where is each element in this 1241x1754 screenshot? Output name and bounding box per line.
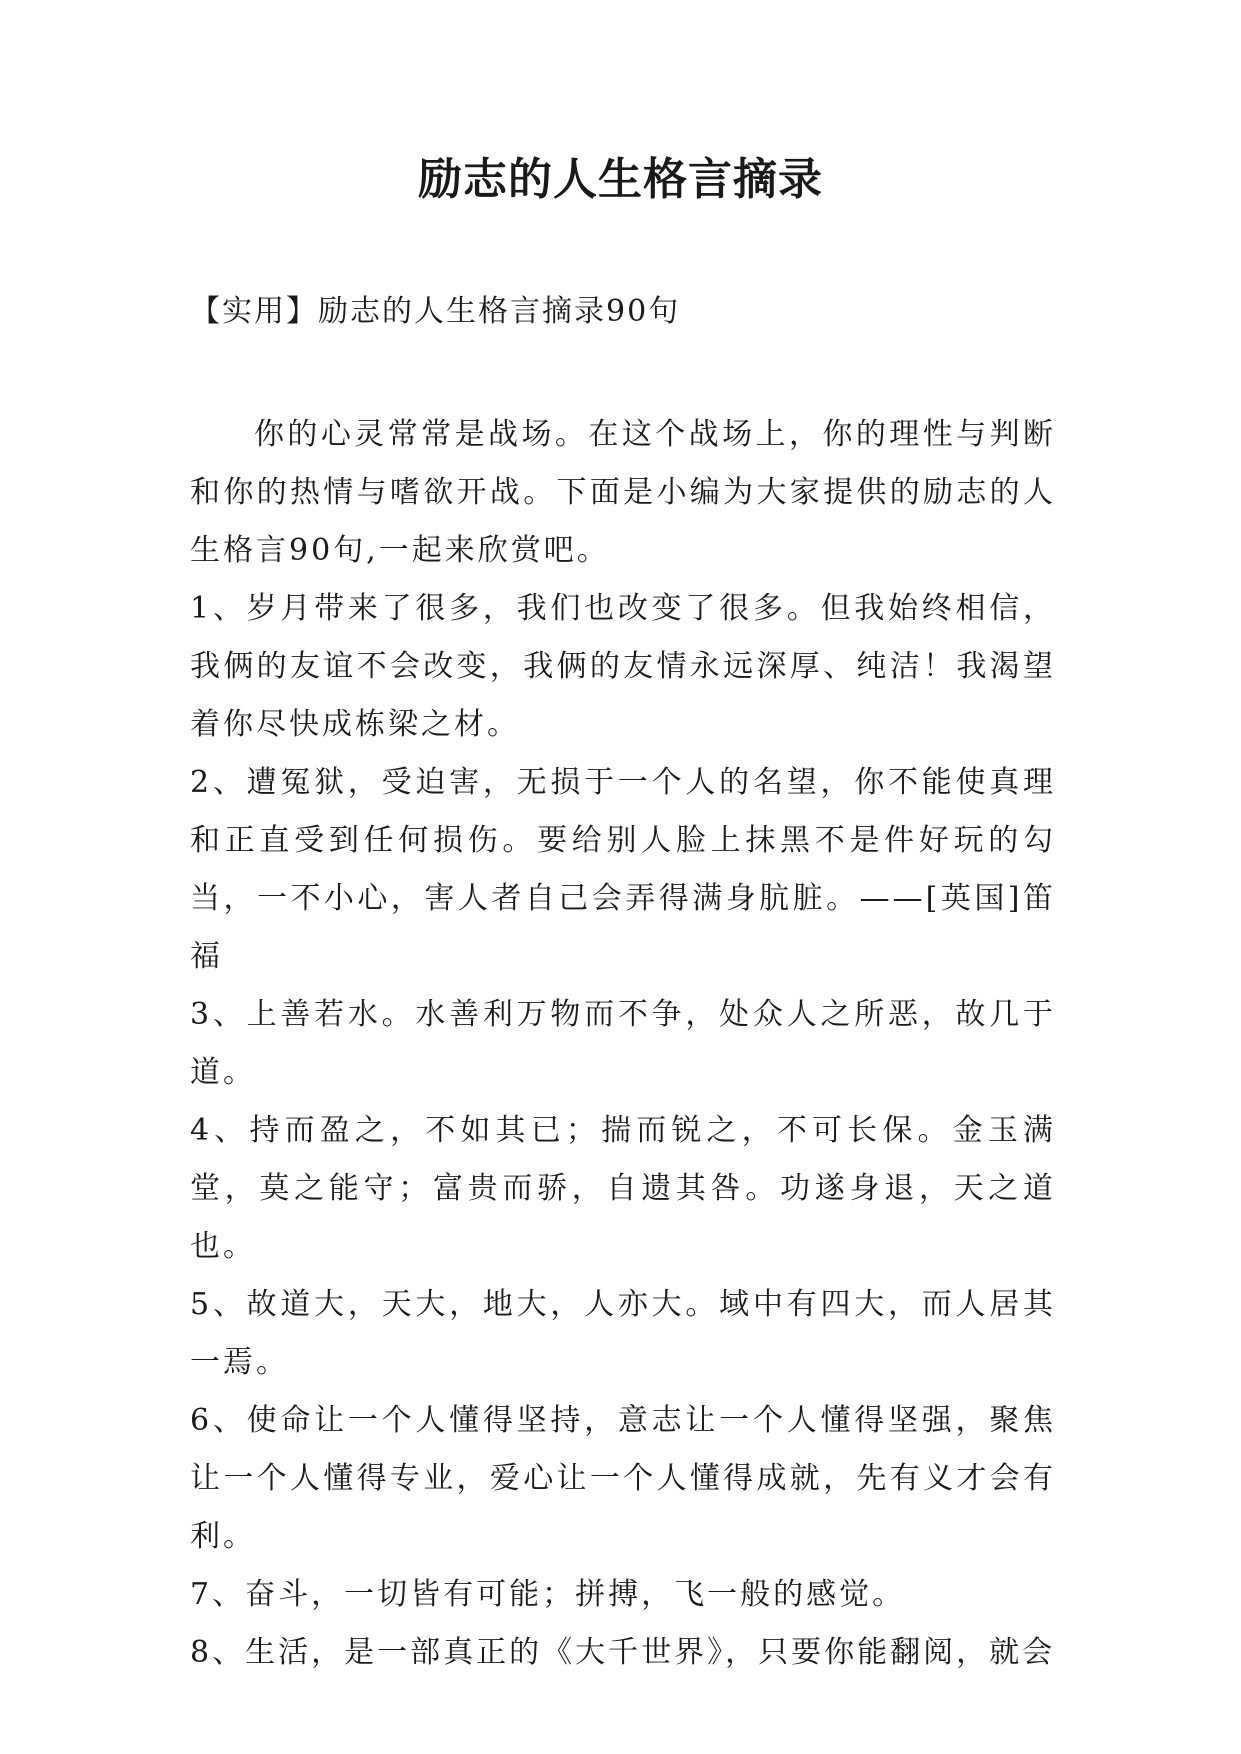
- intro-paragraph: 你的心灵常常是战场。在这个战场上，你的理性与判断和你的热情与嗜欲开战。下面是小编为大家提供的励志的人生格言90句,一起来欣赏吧。: [190, 417, 1056, 568]
- quote-item-5: 5、故道大，天大，地大，人亦大。域中有四大，而人居其一焉。: [190, 1287, 1056, 1380]
- quote-item-8: 8、生活，是一部真正的《大千世界》，只要你能翻阅，就会: [190, 1635, 1056, 1670]
- quote-item-1: 1、岁月带来了很多，我们也改变了很多。但我始终相信，我俩的友谊不会改变，我俩的友情永远深厚、纯洁！我渴望着你尽快成栋梁之材。: [190, 591, 1056, 742]
- document-subtitle: 【实用】励志的人生格言摘录90句: [190, 294, 681, 329]
- quote-item-2: 2、遭冤狱，受迫害，无损于一个人的名望，你不能使真理和正直受到任何损伤。要给别人脸上抹黑不是件好玩的勾当，一不小心，害人者自己会弄得满身肮脏。——[英国]笛福: [190, 765, 1056, 974]
- quote-item-3: 3、上善若水。水善利万物而不争，处众人之所恶，故几于道。: [190, 997, 1056, 1090]
- document-title: 励志的人生格言摘录: [418, 154, 823, 205]
- document-body: [190, 406, 1056, 1682]
- quote-item-4: 4、持而盈之，不如其已；揣而锐之，不可长保。金玉满堂，莫之能守；富贵而骄，自遗其咎。功遂身退，天之道也。: [190, 1113, 1056, 1264]
- quote-item-7: 7、奋斗，一切皆有可能；拼搏，飞一般的感觉。: [190, 1577, 906, 1612]
- quote-item-6: 6、使命让一个人懂得坚持，意志让一个人懂得坚强，聚焦让一个人懂得专业，爱心让一个人懂得成就，先有义才会有利。: [190, 1403, 1056, 1554]
